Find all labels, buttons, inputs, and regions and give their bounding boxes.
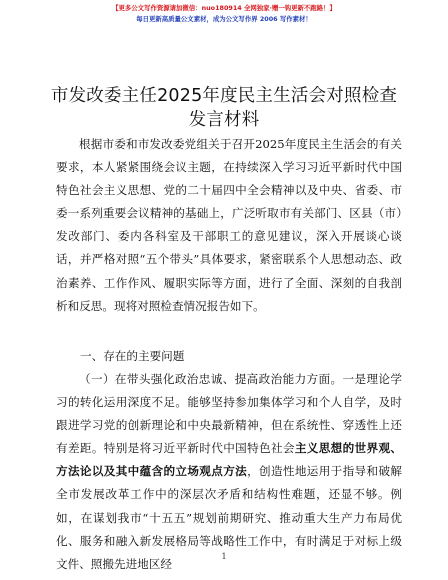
section-heading: 一、存在的主要问题: [80, 349, 185, 363]
body-paragraph-bold: 主义思想的世界观、方法论以及其中蕴含的立场观点方法: [56, 441, 402, 479]
page-number: 1: [221, 552, 227, 561]
body-paragraph: [56, 368, 402, 576]
body-paragraph-start: （一）在带头强化政治忠诚、提高政治能力方面。一是理论学习的转化运用深度不足。能够坚持参加集体学习和个人自学，及时跟进学习党的创新理论和中央最新精神，但在系统性、穿透性上还有差距。特别是将习近平新时代中国特色社会: [56, 372, 402, 456]
body-paragraph-end: ，创造性地运用于指导和破解全市发展改革工作中的深层次矛盾和结构性难题，还显不够。例如，在谋划我市“十五五”规划前期研究、推动重大生产力布局优化、服务和融入新发展格局等战略性工作中，有时满足于对标上级文件、照搬先进地区经: [56, 464, 402, 571]
promo-banner-line2: 每日更新高质量公文素材，成为公文写作界 2006 写作素材！: [136, 15, 312, 23]
promo-banner-line1: 【更多公文写作资源请加微信：nuo180914 全网独家·赠一钩更新不跑路！】: [112, 4, 336, 12]
intro-paragraph: 根据市委和市发改委党组关于召开2025年度民主生活会的有关要求，本人紧紧围绕会议主题，在持续深入学习习近平新时代中国特色社会主义思想、党的二十届四中全会精神以及中央、省委、市委一系列重要会议精神的基础上，广泛听取市有关部门、区县（市）发改部门、委内各科室及干部职工的意见建议，深入开展谈心谈话，并严格对照“五个带头”具体要求，紧密联系个人思想动态、政治素养、工作作风、履职实际等方面，进行了全面、深刻的自我剖析和反思。现将对照检查情况报告如下。: [56, 137, 402, 313]
promo-banner: [0, 3, 448, 25]
document-title: 市发改委主任2025年度民主生活会对照检查发言材料: [50, 86, 398, 130]
